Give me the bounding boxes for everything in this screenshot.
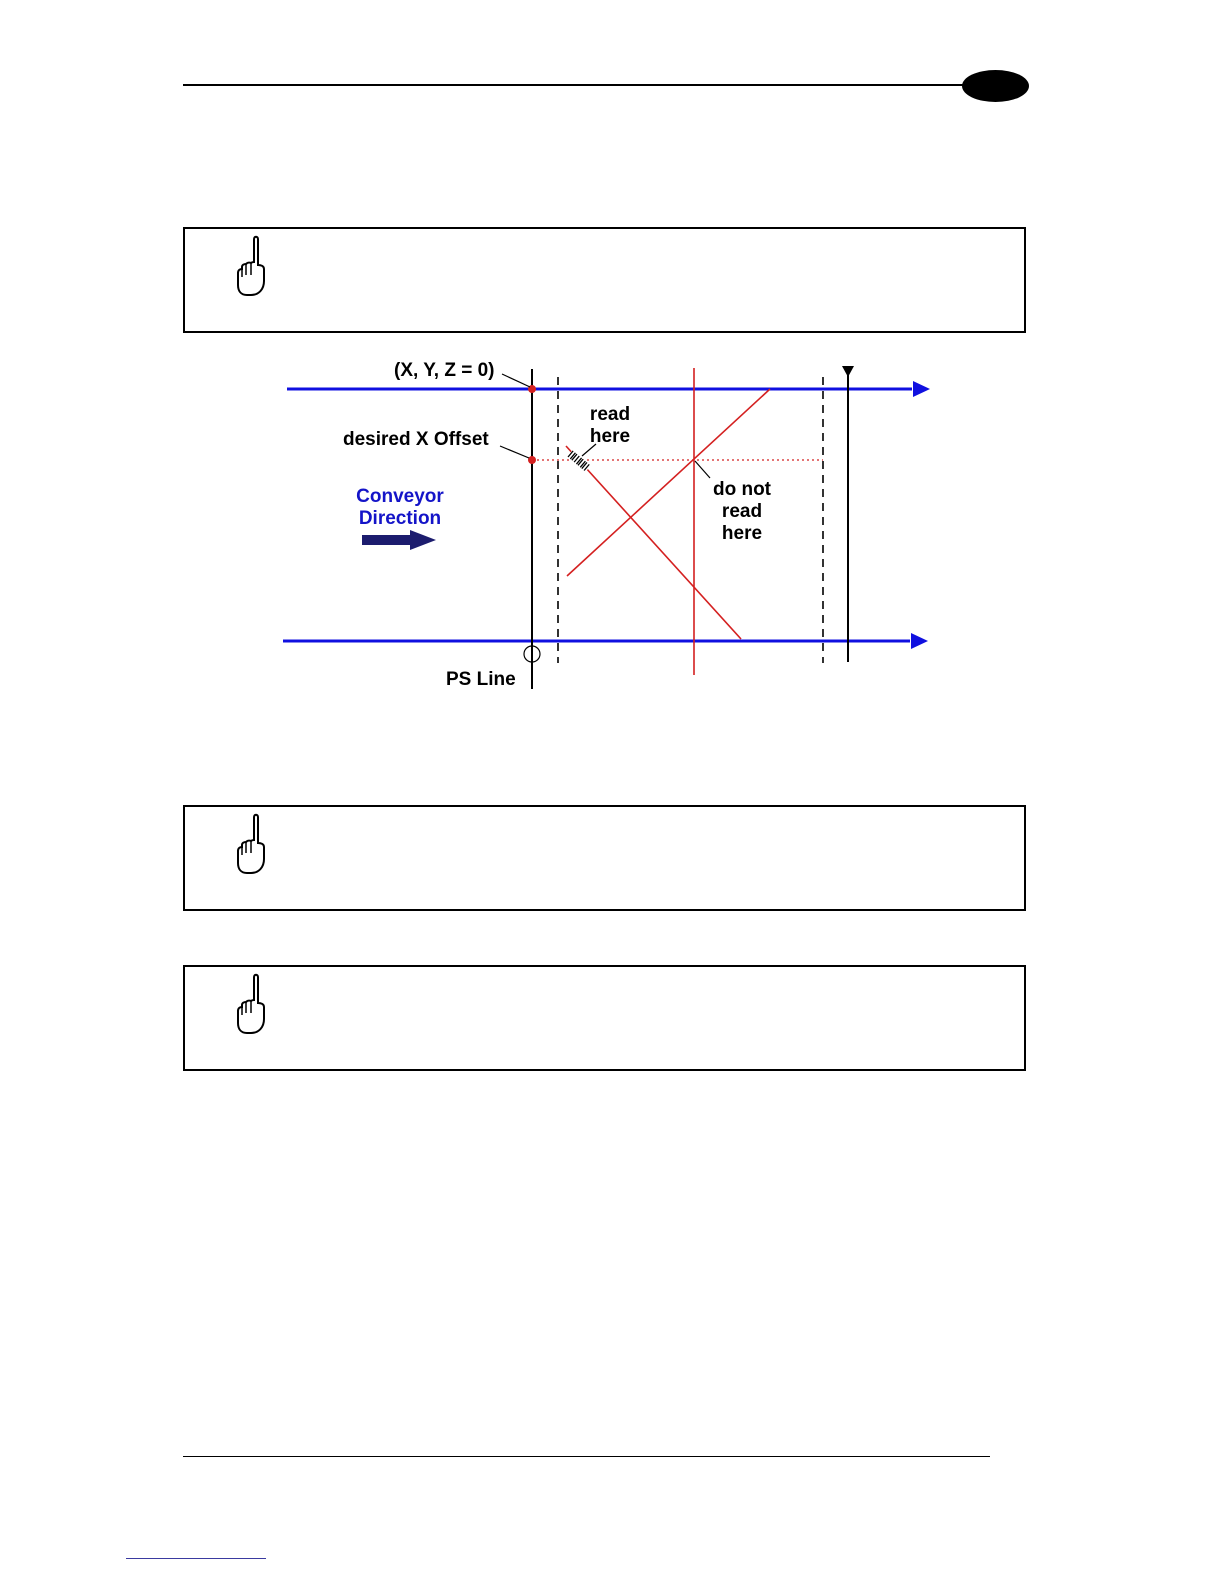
note-box-3 [183,965,1026,1071]
footer-rule [183,1456,990,1457]
pointing-hand-icon [233,235,271,299]
do-not-read-line-1: do not [712,479,772,500]
scan-line-descending [566,446,741,639]
direction-arrow-icon [362,530,436,550]
read-here-line-2: here [589,426,631,447]
conveyor-top-arrowhead [913,381,930,397]
footer-link-underline [126,1558,266,1559]
pointing-hand-icon [233,973,271,1037]
chapter-tab [962,70,1029,102]
ps-line-label: PS Line [446,669,516,690]
right-boundary-marker [842,366,854,377]
header-rule [183,84,983,86]
read-here-line-1: read [589,404,631,425]
origin-leader [502,374,530,387]
offset-label: desired X Offset [343,429,489,450]
do-not-read-leader [695,461,710,478]
conveyor-direction-line-1: Conveyor [356,486,444,507]
origin-label: (X, Y, Z = 0) [394,360,495,381]
offset-leader [500,446,529,458]
conveyor-direction-line-2: Direction [358,508,442,529]
barcode-icon [567,450,591,472]
conveyor-bottom-arrowhead [911,633,928,649]
do-not-read-line-3: here [721,523,763,544]
x-offset-diagram [270,355,950,700]
pointing-hand-icon [233,813,271,877]
offset-point [528,456,536,464]
do-not-read-line-2: read [721,501,763,522]
note-box-1 [183,227,1026,333]
note-box-2 [183,805,1026,911]
